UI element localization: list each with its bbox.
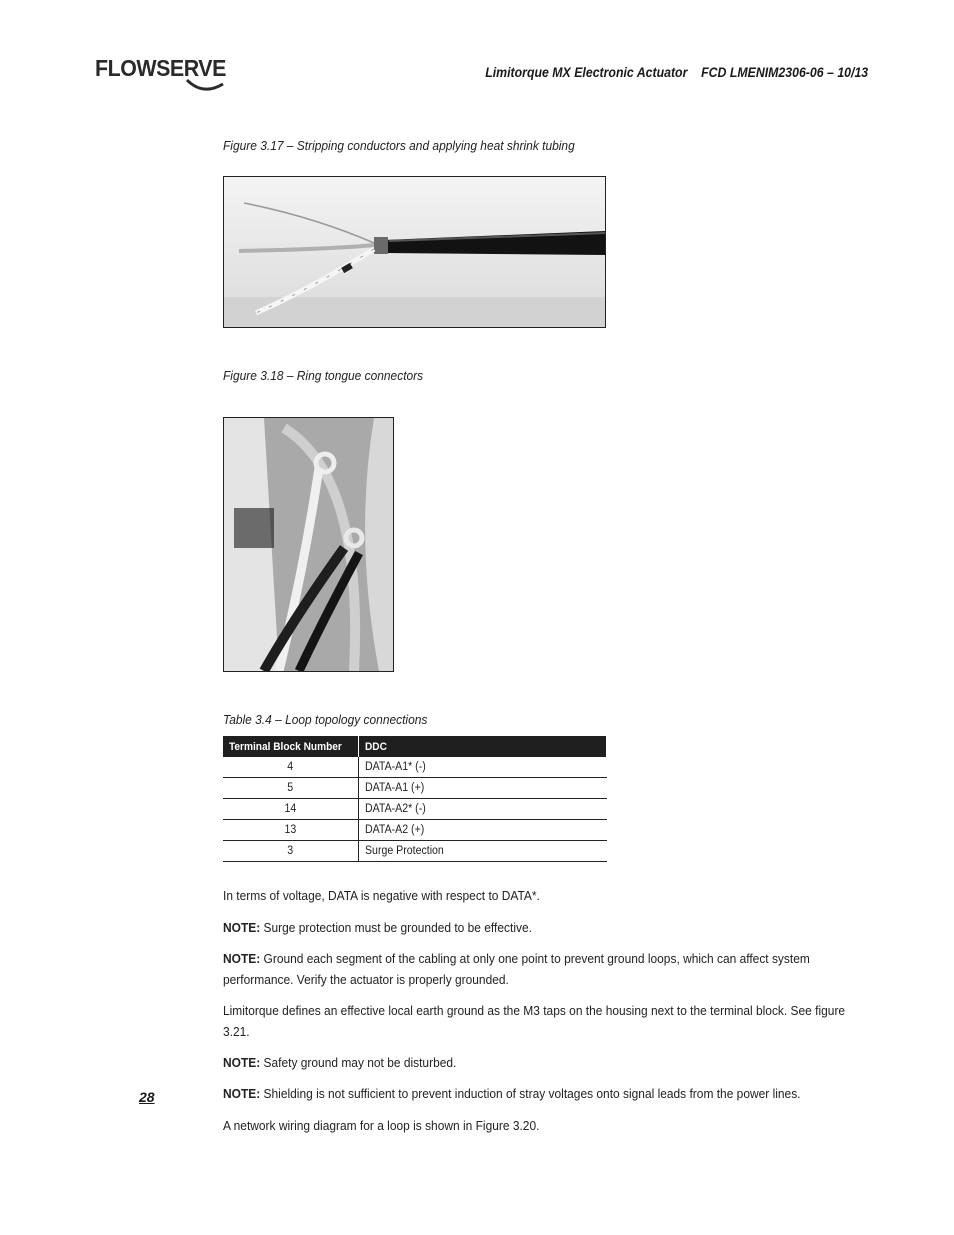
paragraph-earth-ground: Limitorque defines an effective local earth ground as the M3 taps on the housing next to the terminal block. See figure 3.21. (223, 1003, 846, 1039)
table-row (223, 820, 607, 841)
terminal-number-cell: 14 (223, 799, 358, 820)
table-row (223, 841, 607, 862)
document-title: Limitorque MX Electronic Actuator FCD LMENIM2306-06 – 10/13 (485, 64, 868, 80)
table-row (223, 799, 607, 820)
note-label: NOTE: (223, 951, 261, 966)
paragraph-network-diagram: A network wiring diagram for a loop is shown in Figure 3.20. (223, 1118, 540, 1133)
figure-3-17-photo (223, 176, 606, 328)
terminal-number-cell: 5 (223, 778, 358, 799)
figure-3-17-caption: Figure 3.17 – Stripping conductors and applying heat shrink tubing (223, 138, 575, 153)
note-label: NOTE: (223, 920, 261, 935)
note-surge-protection: NOTE: Surge protection must be grounded to be effective. (223, 920, 532, 935)
note-ground-loops: NOTE: Ground each segment of the cabling at only one point to prevent ground loops, which can affect system performance. Verify the actuator is properly grounded. (223, 951, 810, 987)
page-number: 28 (139, 1089, 155, 1105)
logo-swoosh-icon (95, 50, 235, 96)
column-header-terminal-block: Terminal Block Number (223, 736, 358, 757)
ddc-signal-cell: Surge Protection (358, 841, 606, 862)
ddc-signal-cell: DATA-A1* (-) (358, 757, 606, 778)
paragraph-voltage: In terms of voltage, DATA is negative with respect to DATA*. (223, 888, 540, 903)
ring-connector-illustration (224, 418, 393, 671)
terminal-number-cell: 4 (223, 757, 358, 778)
table-row (223, 778, 607, 799)
ddc-signal-cell: DATA-A2 (+) (358, 820, 606, 841)
brand-name: FLOWSERVE (95, 55, 226, 81)
note-label: NOTE: (223, 1086, 261, 1101)
ddc-signal-cell: DATA-A1 (+) (358, 778, 606, 799)
loop-topology-table (223, 736, 607, 862)
note-shielding: NOTE: Shielding is not sufficient to prevent induction of stray voltages onto signal leads from the power lines. (223, 1086, 801, 1101)
terminal-number-cell: 3 (223, 841, 358, 862)
ddc-signal-cell: DATA-A2* (-) (358, 799, 606, 820)
column-header-ddc: DDC (358, 736, 606, 757)
terminal-number-cell: 13 (223, 820, 358, 841)
cable-photo-illustration (224, 177, 605, 327)
note-safety-ground: NOTE: Safety ground may not be disturbed. (223, 1055, 457, 1070)
flowserve-logo (95, 50, 235, 96)
table-row (223, 757, 607, 778)
table-3-4-caption: Table 3.4 – Loop topology connections (223, 712, 428, 727)
figure-3-18-photo (223, 417, 394, 672)
note-label: NOTE: (223, 1055, 261, 1070)
table-header-row (223, 736, 607, 757)
figure-3-18-caption: Figure 3.18 – Ring tongue connectors (223, 368, 424, 383)
